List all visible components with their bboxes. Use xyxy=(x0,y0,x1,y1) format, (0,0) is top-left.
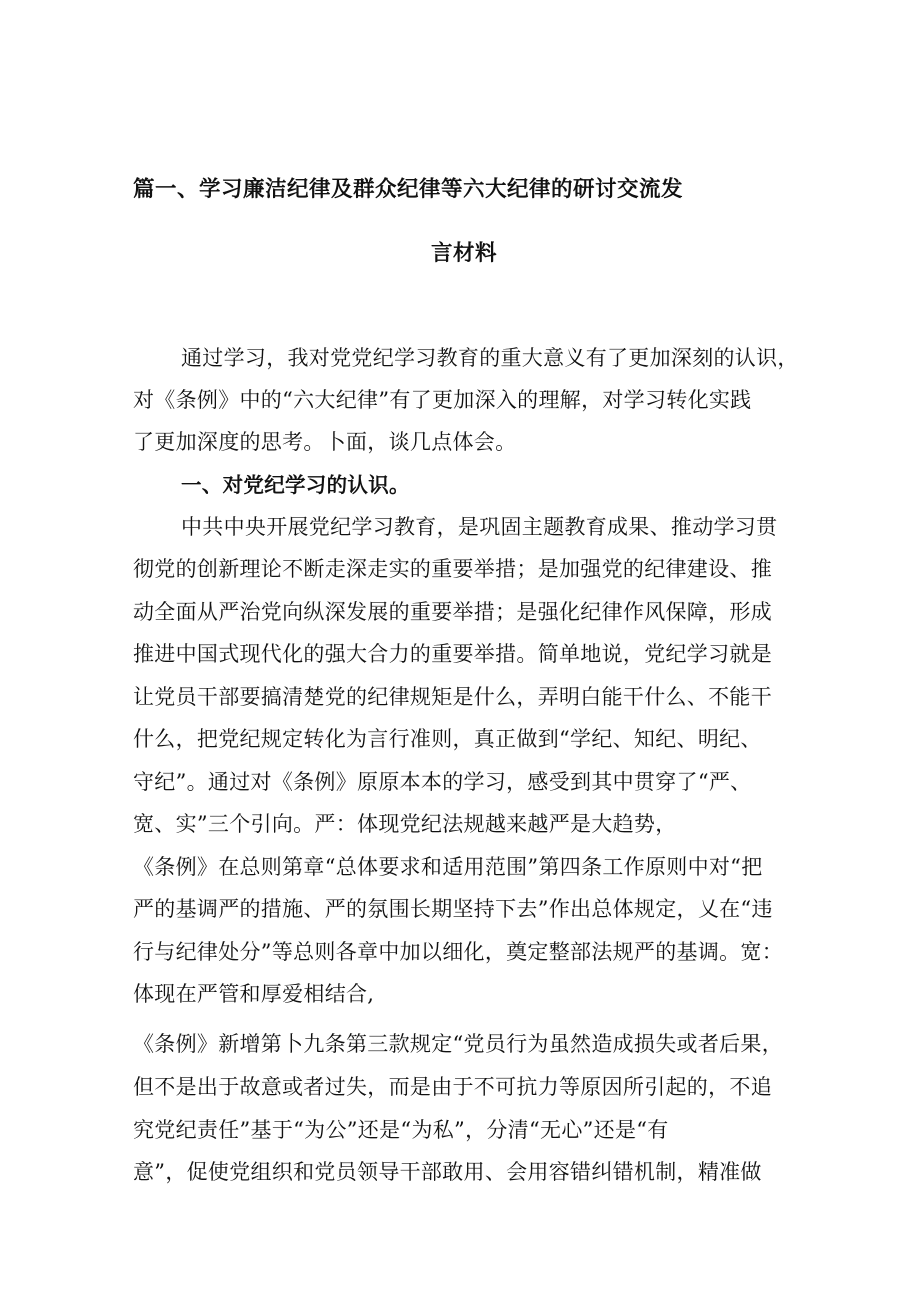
body-line-4: 推进中国式现代化的强大合力的重要举措。简单地说，党纪学习就是 xyxy=(133,642,772,666)
body-line-1: 中共中央开展党纪学习教育，是巩固主题教育成果、推动学习贯 xyxy=(181,515,778,539)
body-line-16: 意”，促使党组织和党员领导干部敢用、会用容错纠错机制，精准做 xyxy=(133,1160,762,1184)
body-line-13: 《条例》新增第卜九条第三款规定“党员行为虽然造成损失或者后果， xyxy=(133,1032,784,1056)
body-line-11: 行与纪律处分”等总则各章中加以细化，奠定整部法规严的基调。宽： xyxy=(133,940,784,964)
body-line-3: 动全面从严治党向纵深发展的重要举措；是强化纪律作风保障，形成 xyxy=(133,600,772,624)
body-line-12: 体现在严管和厚爱相结合, xyxy=(133,982,375,1006)
body-line-2: 彻党的创新理论不断走深走实的重要举措；是加强党的纪律建设、推 xyxy=(133,557,772,581)
document-title-line-2: 言材料 xyxy=(431,241,498,266)
section-heading: 一、对党纪学习的认识。 xyxy=(181,473,410,497)
intro-line-3: 了更加深度的思考。卜面，谈几点体会。 xyxy=(133,430,517,454)
body-line-5: 让党员干部要搞清楚党的纪律规矩是什么，弄明白能干什么、不能干 xyxy=(133,685,772,709)
body-line-14: 但不是出于故意或者过失，而是由于不可抗力等原因所引起的，不追 xyxy=(133,1075,772,1099)
body-line-6: 什么，把党纪规定转化为言行准则，真正做到“学纪、知纪、明纪、 xyxy=(133,727,762,751)
body-line-15: 究党纪责任”基于“为公”还是“为私”，分清“无心”还是“有 xyxy=(133,1118,669,1142)
body-line-7: 守纪”。通过对《条例》原原本本的学习，感受到其中贯穿了“严、 xyxy=(133,770,752,794)
body-line-10: 严的基调严的措施、严的氛围长期坚持下去”作出总体规定，乂在“违 xyxy=(133,897,773,921)
body-line-9: 《条例》在总则第章“总体要求和适用范围”第四条工作原则中对“把 xyxy=(133,855,763,879)
intro-line-2: 对《条例》中的“六大纪律”有了更加深入的理解，对学习转化实践 xyxy=(133,388,752,412)
intro-line-1: 通过学习，我对党党纪学习教育的重大意义有了更加深刻的认识， xyxy=(181,346,799,370)
body-line-8: 宽、实”三个引向。严：体现党纪法规越来越严是大趋势， xyxy=(133,812,677,836)
document-title-line-1: 篇一、学习廉洁纪律及群众纪律等六大纪律的研讨交流发 xyxy=(133,177,684,202)
